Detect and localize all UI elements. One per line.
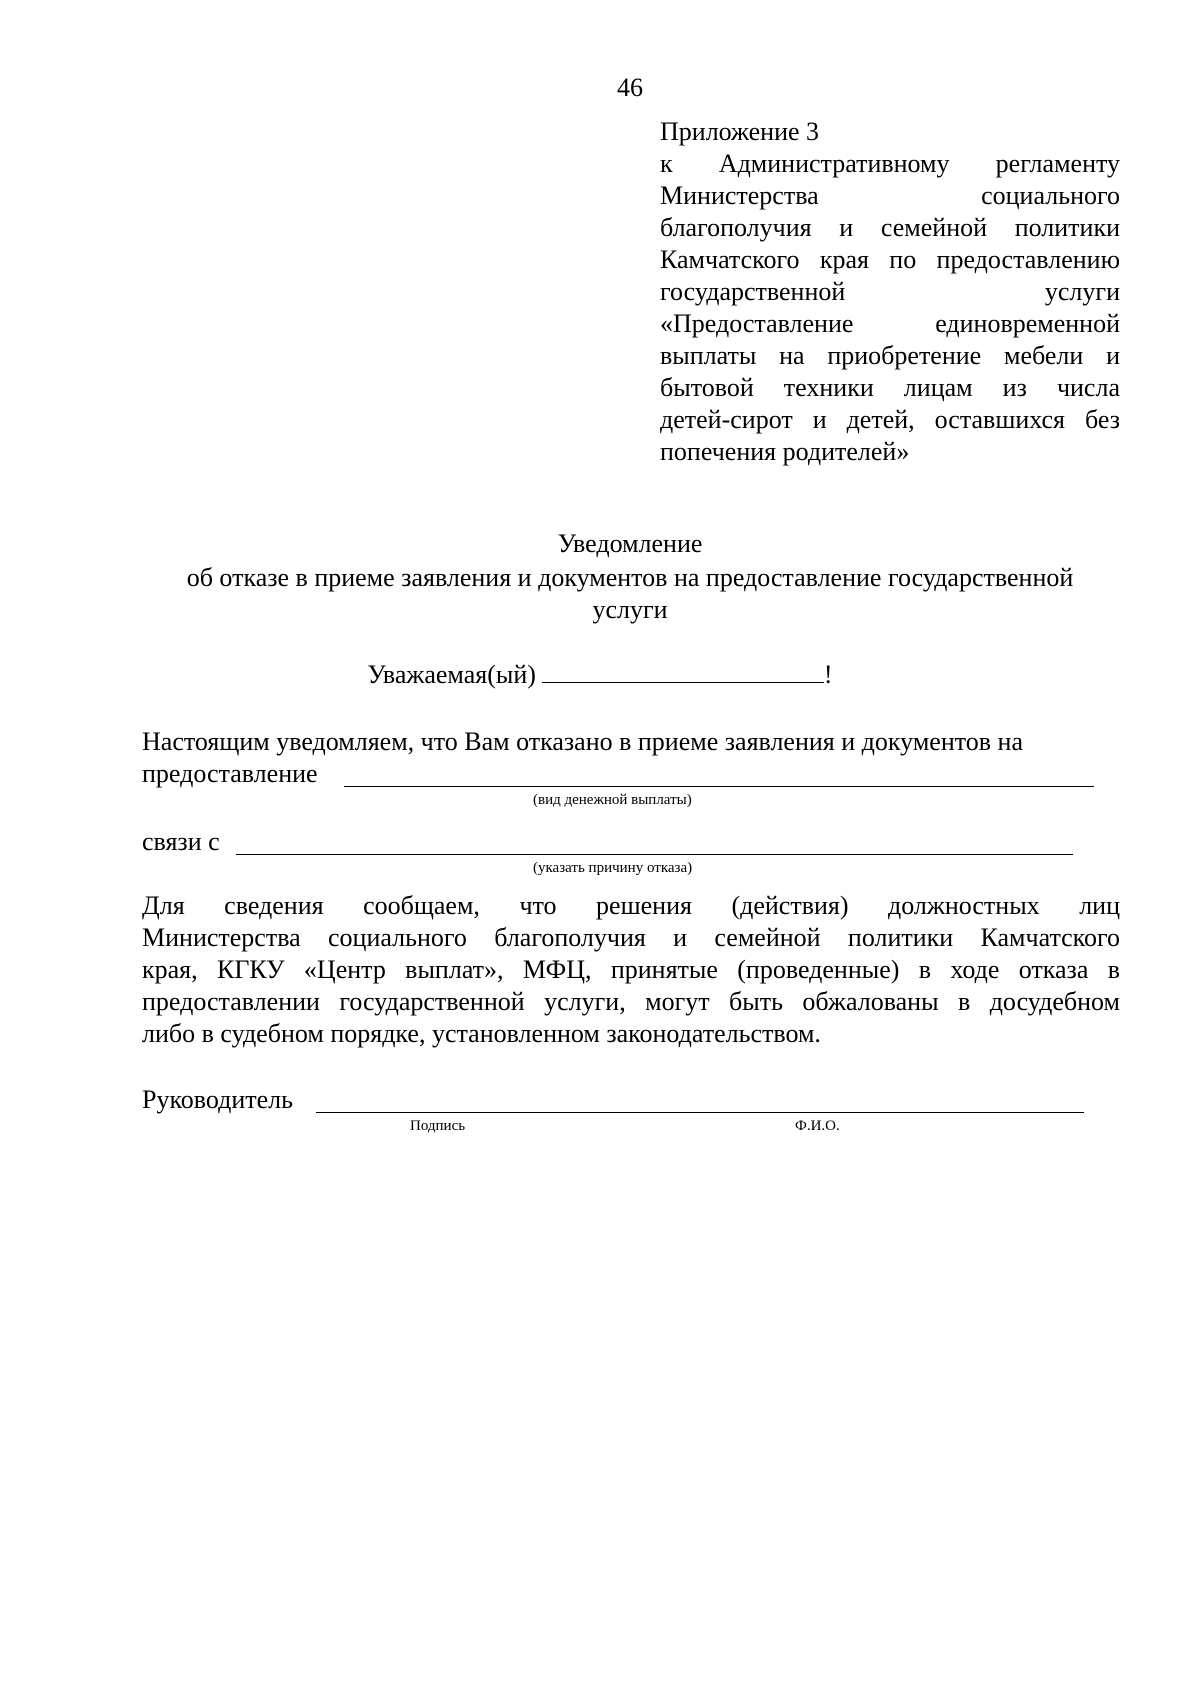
appendix-line: «Предоставление единовременной xyxy=(660,309,1120,338)
provision-hint: (вид денежной выплаты) xyxy=(533,792,692,808)
appeal-line: предоставлении государственной услуги, могут быть обжалованы в досудебном xyxy=(142,987,1120,1016)
appendix-line: государственной услуги xyxy=(660,277,1120,306)
appendix-line: детей-сирот и детей, оставшихся без xyxy=(660,405,1120,434)
reason-hint: (указать причину отказа) xyxy=(533,860,693,876)
appendix-line: к Административному регламенту xyxy=(660,149,1120,178)
salutation-suffix: ! xyxy=(823,660,833,689)
notice-subtitle: об отказе в приеме заявления и документов на предоставление государственной xyxy=(186,563,1074,592)
appeal-line: Министерства социального благополучия и семейной политики Камчатского xyxy=(142,923,1120,952)
appendix-line: попечения родителей» xyxy=(660,437,910,466)
signature-label: Руководитель xyxy=(142,1085,293,1114)
appeal-line: Для сведения сообщаем, что решения (действия) должностных лиц xyxy=(142,891,1120,920)
notice-subtitle-continued: услуги xyxy=(592,595,668,624)
appendix-line: выплаты на приобретение мебели и xyxy=(660,341,1120,370)
page-number: 46 xyxy=(617,73,643,102)
reason-blank[interactable] xyxy=(236,854,1073,855)
salutation-prefix: Уважаемая(ый) xyxy=(367,660,536,689)
appendix-line: благополучия и семейной политики xyxy=(660,213,1120,242)
appeal-line: либо в судебном порядке, установленном законодательством. xyxy=(142,1019,821,1048)
appendix-line: бытовой техники лицам из числа xyxy=(660,373,1120,402)
appendix-title: Приложение 3 xyxy=(660,117,820,146)
full-name-hint: Ф.И.О. xyxy=(795,1118,840,1134)
signature-hint: Подпись xyxy=(410,1118,466,1134)
notice-title: Уведомление xyxy=(557,529,703,558)
provision-blank[interactable] xyxy=(344,786,1094,787)
appendix-line: Камчатского края по предоставлению xyxy=(660,245,1120,274)
notice-body-line: Настоящим уведомляем, что Вам отказано в приеме заявления и документов на xyxy=(142,727,1023,756)
appendix-line: Министерства социального xyxy=(660,181,1120,210)
signature-blank[interactable] xyxy=(316,1112,1084,1113)
recipient-name-blank[interactable] xyxy=(542,658,824,683)
reason-label: связи с xyxy=(142,827,220,856)
provision-label: предоставление xyxy=(142,759,318,788)
appeal-line: края, КГКУ «Центр выплат», МФЦ, принятые (проведенные) в ходе отказа в xyxy=(142,955,1120,984)
salutation xyxy=(0,658,1200,691)
